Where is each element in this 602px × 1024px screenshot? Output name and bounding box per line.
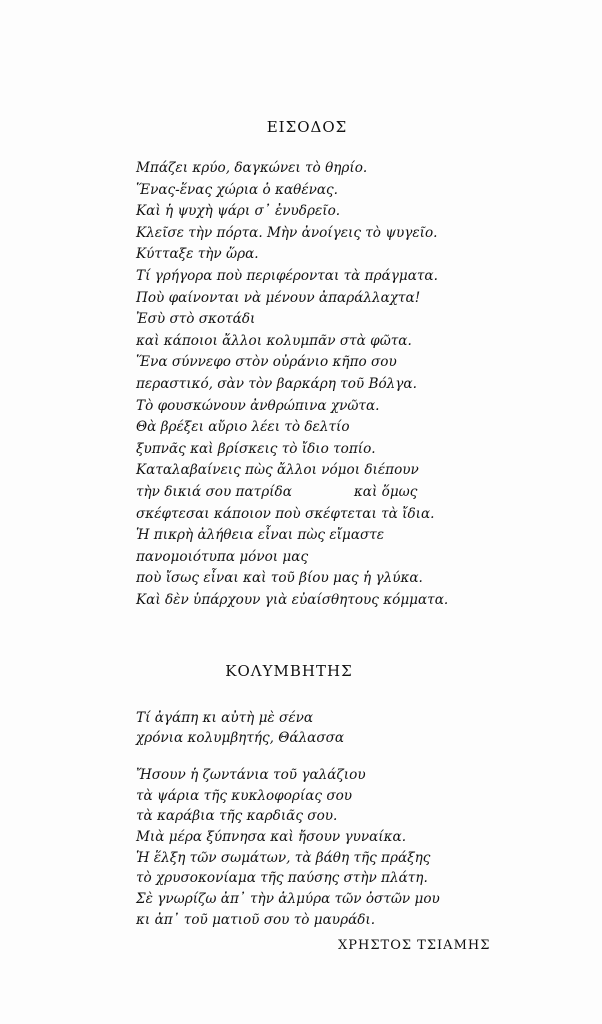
poem-line: Τί γρήγορα ποὺ περιφέρονται τὰ πράγματα. [136, 267, 438, 284]
poem-title-kolymvitis: ΚΟΛΥΜΒΗΤΗΣ [225, 662, 353, 680]
poem-line: Μιὰ μέρα ξύπνησα καὶ ἤσουν γυναίκα. [136, 829, 407, 846]
poem-line: καὶ κάποιοι ἄλλοι κολυμπᾶν στὰ φῶτα. [136, 332, 412, 349]
poem-line: Θὰ βρέξει αὔριο λέει τὸ δελτίο [136, 419, 350, 436]
poem-line: πανομοιότυπα μόνοι μας [136, 548, 309, 565]
poem-line: Ἡ πικρὴ ἀλήθεια εἶναι πὼς εἴμαστε [136, 527, 385, 544]
author-signature: ΧΡΗΣΤΟΣ ΤΣΙΑΜΗΣ [338, 938, 491, 953]
poem-line: Καὶ ἡ ψυχὴ ψάρι σ᾽ ἐνυδρεῖο. [136, 203, 341, 220]
poem-line: σκέφτεσαι κάποιον ποὺ σκέφτεται τὰ ἴδια. [136, 505, 435, 522]
poem-line: περαστικό, σὰν τὸν βαρκάρη τοῦ Βόλγα. [136, 375, 417, 392]
epigraph-line: χρόνια κολυμβητής, Θάλασσα [136, 730, 345, 746]
poem-line: Κλεῖσε τὴν πόρτα. Μὴν ἀνοίγεις τὸ ψυγεῖο. [136, 224, 438, 241]
poem-kolymvitis-epigraph [136, 708, 344, 748]
poem-line: Ἕνας-ἕνας χώρια ὁ καθένας. [136, 181, 338, 198]
poem-title-eisodos: ΕΙΣΟΔΟΣ [266, 118, 348, 136]
poem-line: Κύτταξε τὴν ὥρα. [136, 246, 259, 263]
poem-line: ποὺ ἴσως εἶναι καὶ τοῦ βίου μας ἡ γλύκα. [136, 570, 423, 587]
epigraph-line: Τί ἀγάπη κι αὐτὴ μὲ σένα [136, 710, 314, 726]
poem-line: Ἤσουν ἡ ζωντάνια τοῦ γαλάζιου [136, 767, 366, 783]
poem-line: Ἐσὺ στὸ σκοτάδι [136, 311, 256, 328]
poem-line: κι ἀπ᾽ τοῦ ματιοῦ σου τὸ μαυράδι. [136, 911, 376, 928]
poem-line: Καταλαβαίνεις πὼς ἄλλοι νόμοι διέπουν [136, 462, 419, 479]
poem-line: τὰ ψάρια τῆς κυκλοφορίας σου [136, 787, 353, 804]
poem-kolymvitis-body [136, 765, 440, 931]
poem-line: Ποὺ φαίνονται νὰ μένουν ἀπαράλλαχτα! [136, 289, 421, 306]
poem-line: τὰ καράβια τῆς καρδιᾶς σου. [136, 808, 338, 825]
poem-line: Ἡ ἕλξη τῶν σωμάτων, τὰ βάθη τῆς πράξης [136, 849, 431, 866]
poem-eisodos-body [136, 158, 448, 611]
poem-line: Καὶ δὲν ὑπάρχουν γιὰ εὐαίσθητους κόμματα. [136, 591, 449, 608]
poem-line: Ἕνα σύννεφο στὸν οὐράνιο κῆπο σου [136, 354, 397, 371]
poem-line: Μπάζει κρύο, δαγκώνει τὸ θηρίο. [136, 160, 368, 176]
poem-line: Σὲ γνωρίζω ἀπ᾽ τὴν ἁλμύρα τῶν ὀστῶν μου [136, 891, 440, 908]
poem-line-head: τὴν δικιά σου πατρίδα [136, 483, 292, 500]
poem-line-split [136, 482, 448, 504]
poem-line-tail: καὶ ὅμως [353, 483, 418, 500]
poem-line: τὸ χρυσοκονίαμα τῆς παύσης στὴν πλάτη. [136, 870, 428, 887]
poem-line: Τὸ φουσκώνουν ἀνθρώπινα χνῶτα. [136, 397, 380, 414]
poem-line: ξυπνᾶς καὶ βρίσκεις τὸ ἴδιο τοπίο. [136, 440, 376, 457]
